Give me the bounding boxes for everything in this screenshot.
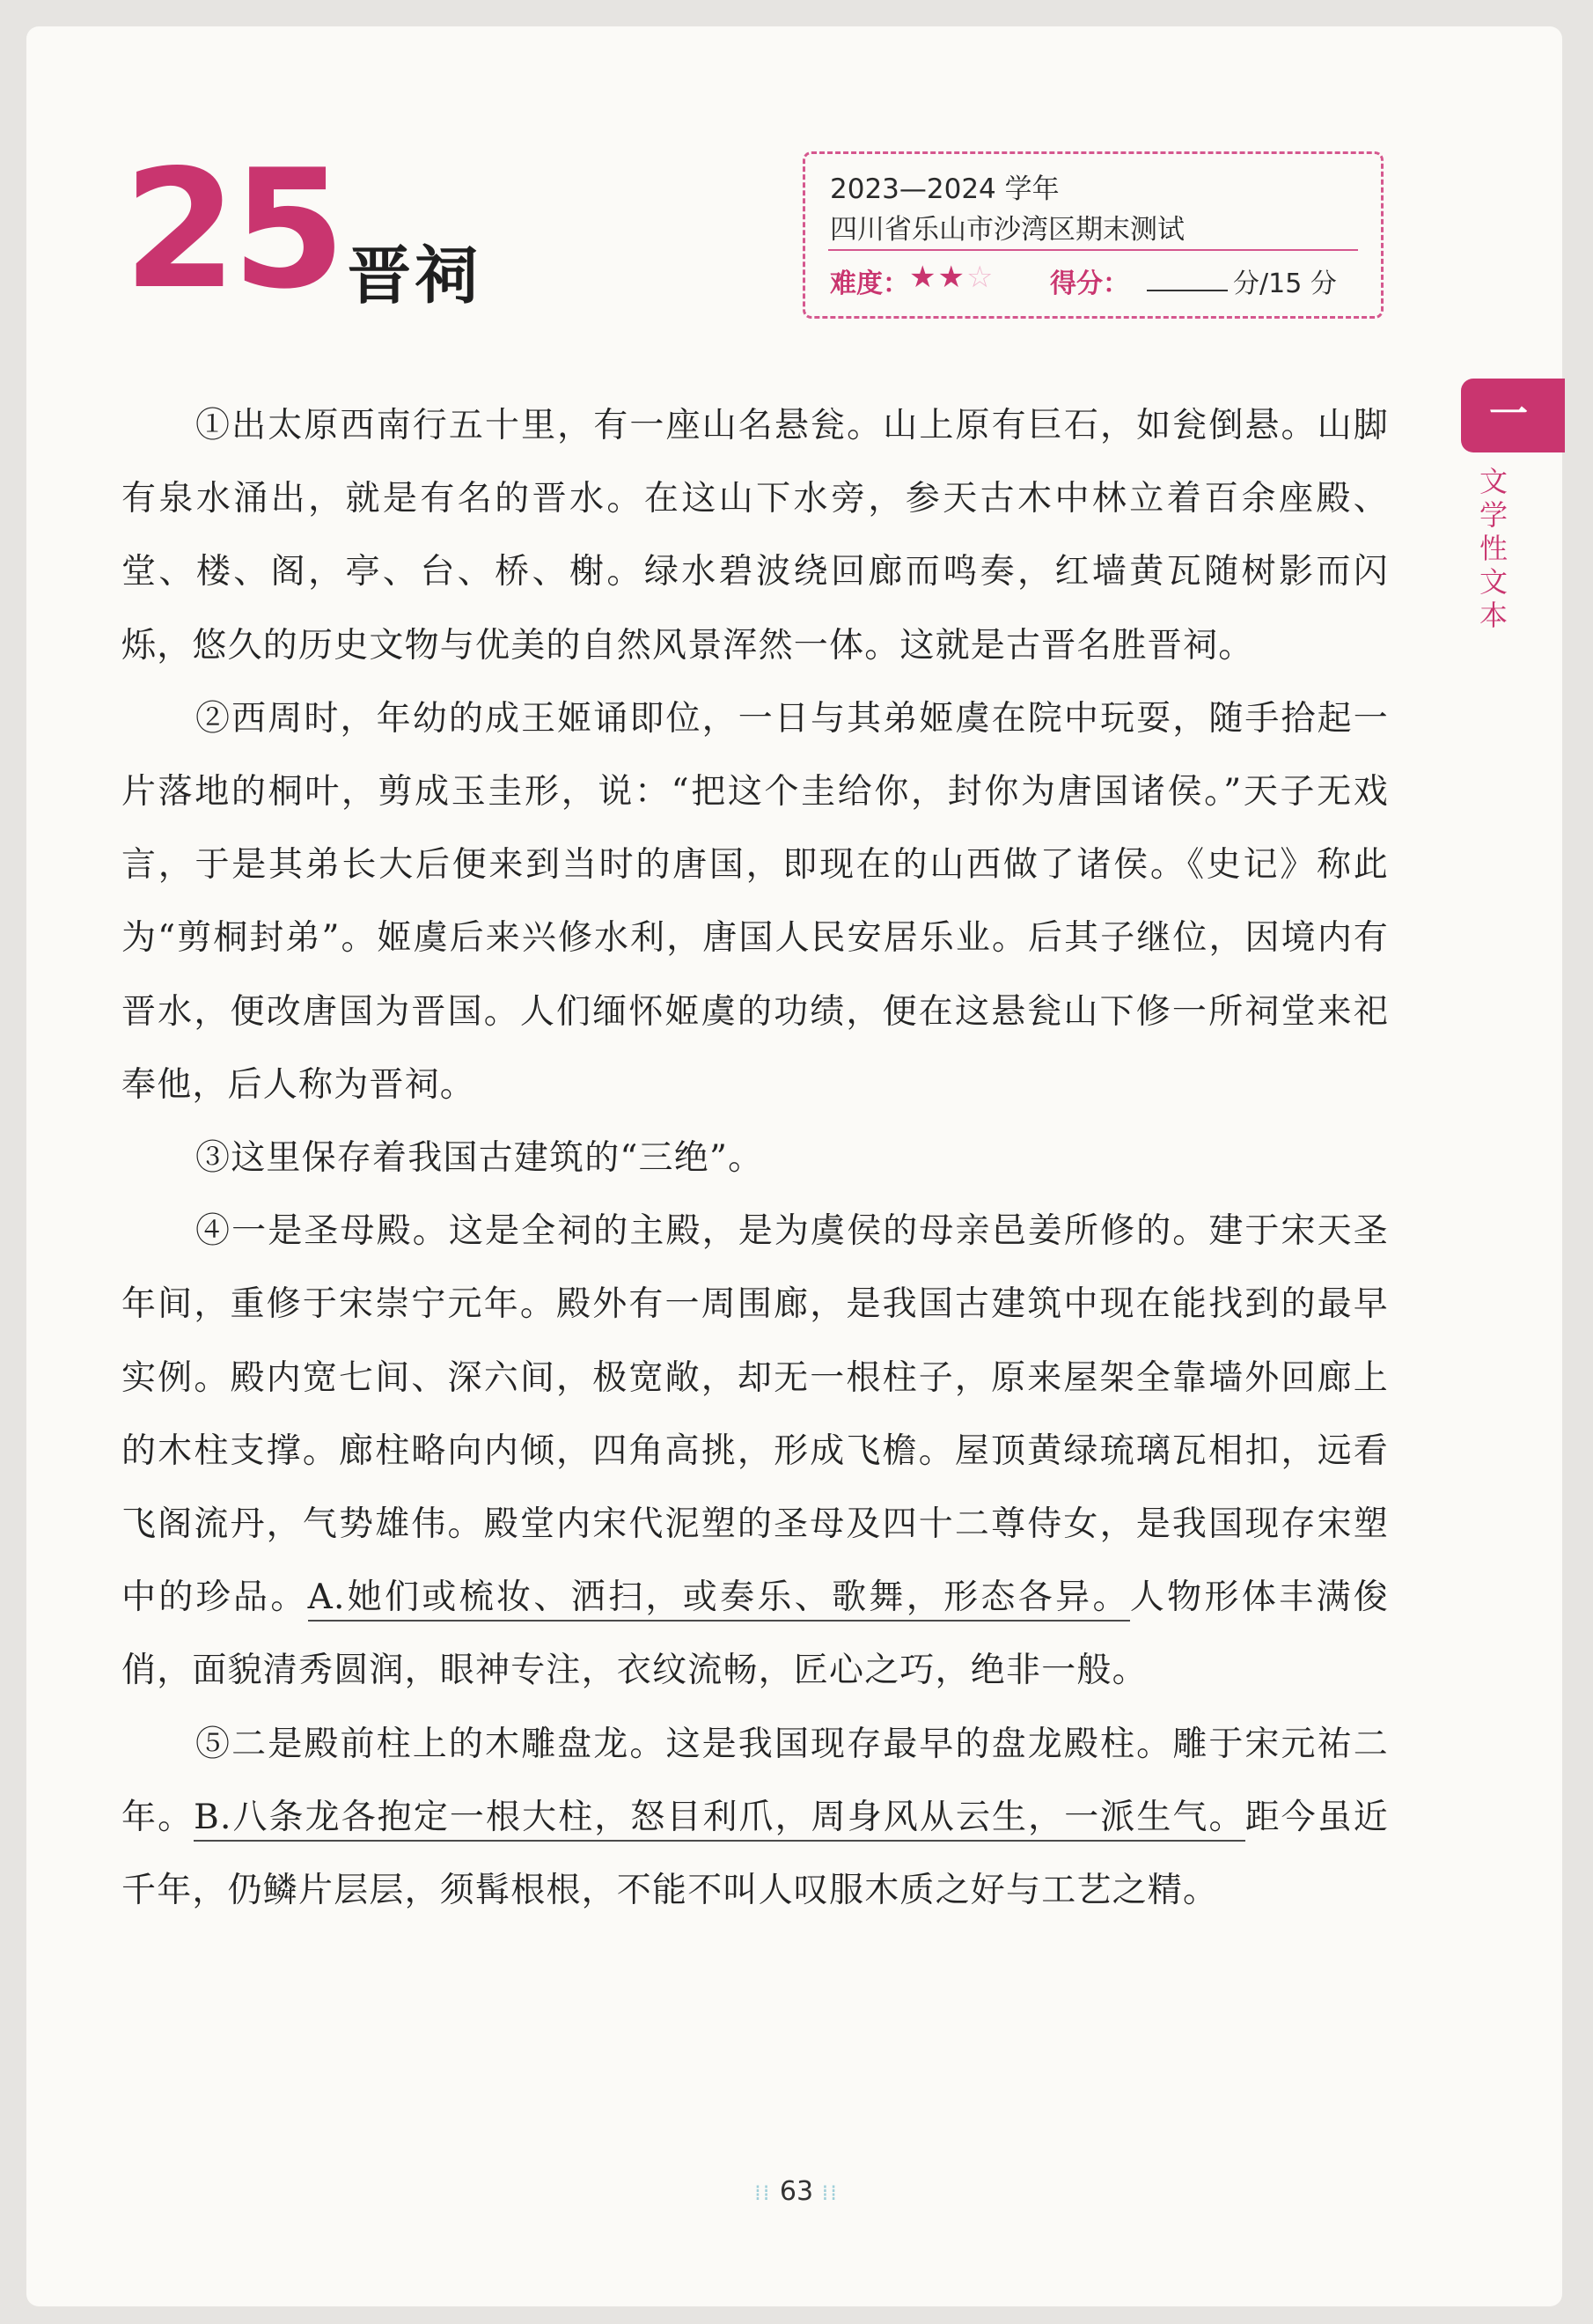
lesson-number: 25 xyxy=(123,134,341,325)
star-empty-icon: ☆ xyxy=(965,260,995,295)
school-year: 2023—2024 学年 xyxy=(830,173,1060,205)
paragraph-1: ①出太原西南行五十里，有一座山名悬瓮。山上原有巨石，如瓮倒悬。山脚有泉水涌出，就是有名的晋水。在这山下水旁，参天古木中林立着百余座殿、堂、楼、阁，亭、台、桥、榭。绿水碧波绕回廊而鸣奏，红墙黄瓦随树影而闪烁，悠久的历史文物与优美的自然风景浑然一体。这就是古晋名胜晋祠。 xyxy=(121,406,1389,666)
score-label: 得分： xyxy=(1050,268,1129,299)
section-tab-number: 一 xyxy=(1489,392,1528,437)
star-filled-icon: ★ xyxy=(909,260,938,295)
paragraph-3: ③这里保存着我国古建筑的“三绝”。 xyxy=(195,1138,764,1179)
footer-dots-left-icon: ⁞⁞ xyxy=(754,2181,772,2205)
score-total: 分/15 分 xyxy=(1233,268,1337,299)
article-body xyxy=(121,389,1389,1927)
paragraph-4-text-end: 人物形体丰满俊俏，面貌清秀圆润，眼神专注，衣纹流畅，匠心之巧，绝非一般。 xyxy=(121,1578,1389,1691)
divider xyxy=(828,249,1358,251)
exam-name: 四川省乐山市沙湾区期末测试 xyxy=(830,214,1185,246)
lesson-title: 晋祠 xyxy=(348,239,482,313)
paragraph-5-text: ⑤二是殿前柱上的木雕盘龙。这是我国现存最早的盘龙殿柱。雕于宋元祐二年。 xyxy=(121,1724,1389,1837)
underlined-sentence-b: B.八条龙各抱定一根大柱，怒目利爪，周身风从云生，一派生气。 xyxy=(194,1798,1244,1842)
underlined-sentence-a: A.她们或梳妆、洒扫，或奏乐、歌舞，形态各异。 xyxy=(308,1578,1130,1622)
section-label: 文学性文本 xyxy=(1479,465,1508,632)
difficulty-rating xyxy=(909,260,995,295)
paragraph-4-text: ④一是圣母殿。这是全祠的主殿，是为虞侯的母亲邑姜所修的。建于宋天圣年间，重修于宋崇宁元年。殿外有一周围廊，是我国古建筑中现在能找到的最早实例。殿内宽七间、深六间，极宽敞，却无一根柱子，原来屋架全靠墙外回廊上的木柱支撑。廊柱略向内倾，四角高挑，形成飞檐。屋顶黄绿琉璃瓦相扣，远看飞阁流丹，气势雄伟。殿堂内宋代泥塑的圣母及四十二尊侍女，是我国现存宋塑中的珍品。 xyxy=(121,1211,1389,1618)
score-blank[interactable] xyxy=(1147,290,1228,291)
paragraph-4 xyxy=(121,1195,1389,1707)
footer-dots-right-icon: ⁞⁞ xyxy=(821,2181,839,2205)
paragraph-5-text-end: 距今虽近千年，仍鳞片层层，须髯根根，不能不叫人叹服木质之好与工艺之精。 xyxy=(121,1797,1389,1911)
star-filled-icon: ★ xyxy=(937,260,966,295)
paragraph-5 xyxy=(121,1708,1389,1928)
page-footer xyxy=(0,2176,1593,2207)
exam-info-box xyxy=(803,151,1384,319)
paragraph-2: ②西周时，年幼的成王姬诵即位，一日与其弟姬虞在院中玩耍，随手拾起一片落地的桐叶，剪成玉圭形，说：“把这个圭给你，封你为唐国诸侯。”天子无戏言，于是其弟长大后便来到当时的唐国，即现在的山西做了诸侯。《史记》称此为“剪桐封弟”。姬虞后来兴修水利，唐国人民安居乐业。后其子继位，因境内有晋水，便改唐国为晋国。人们缅怀姬虞的功绩，便在这悬瓮山下修一所祠堂来祀奉他，后人称为晋祠。 xyxy=(121,698,1389,1105)
difficulty-label: 难度： xyxy=(830,268,909,299)
page-number: 63 xyxy=(779,2176,814,2207)
